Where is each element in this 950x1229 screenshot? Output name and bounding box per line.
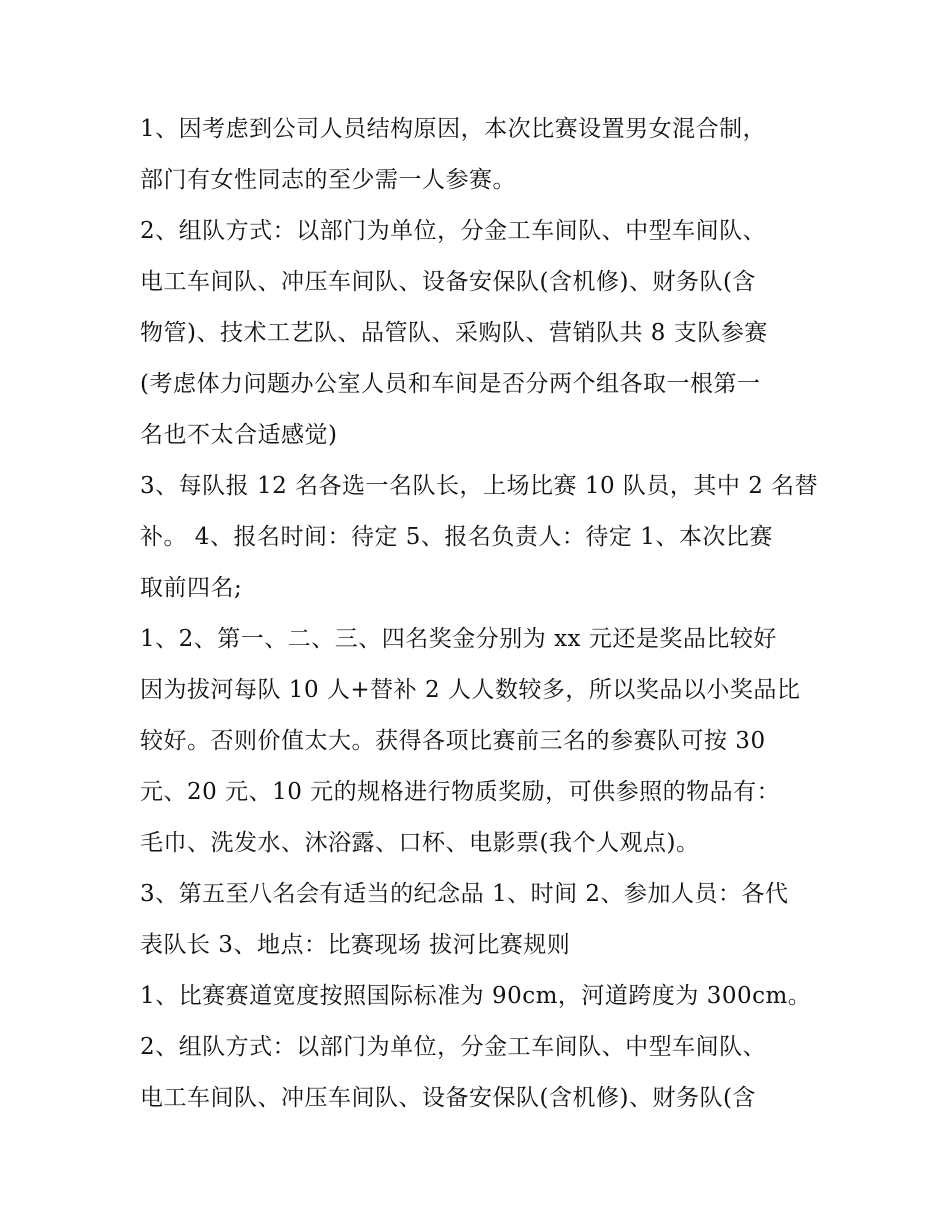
text-line: 电工车间队、冲压车间队、设备安保队(含机修)、财务队(含 [140, 269, 756, 295]
text-line: 补。 4、报名时间：待定 5、报名负责人：待定 1、本次比赛 [140, 524, 773, 550]
text-line: 2、组队方式：以部门为单位，分金工车间队、中型车间队、 [140, 218, 767, 244]
text-line: 取前四名; [140, 575, 243, 601]
text-line: 较好。否则价值太大。获得各项比赛前三名的参赛队可按 30 [140, 728, 766, 754]
text-line: 3、每队报 12 名各选一名队长，上场比赛 10 队员，其中 2 名替 [140, 473, 819, 499]
text-line: (考虑体力问题办公室人员和车间是否分两个组各取一根第一 [140, 371, 761, 397]
text-line: 1、2、第一、二、三、四名奖金分别为 xx 元还是奖品比较好 [140, 626, 777, 652]
text-line: 物管)、技术工艺队、品管队、采购队、营销队共 8 支队参赛 [140, 320, 768, 346]
text-line: 1、比赛赛道宽度按照国际标准为 90cm，河道跨度为 300cm。 [140, 983, 812, 1009]
text-line: 名也不太合适感觉) [140, 422, 338, 448]
text-line: 元、20 元、10 元的规格进行物质奖励，可供参照的物品有： [140, 779, 781, 805]
text-line: 1、因考虑到公司人员结构原因，本次比赛设置男女混合制， [140, 116, 767, 142]
text-line: 表队长 3、地点：比赛现场 拔河比赛规则 [140, 932, 571, 958]
text-line: 3、第五至八名会有适当的纪念品 1、时间 2、参加人员：各代 [140, 881, 789, 907]
text-line: 部门有女性同志的至少需一人参赛。 [140, 167, 516, 193]
document-body [140, 104, 820, 1124]
text-line: 电工车间队、冲压车间队、设备安保队(含机修)、财务队(含 [140, 1085, 756, 1111]
text-line: 2、组队方式：以部门为单位，分金工车间队、中型车间队、 [140, 1034, 767, 1060]
text-line: 因为拔河每队 10 人+替补 2 人人数较多，所以奖品以小奖品比 [140, 677, 801, 703]
text-line: 毛巾、洗发水、沐浴露、口杯、电影票(我个人观点)。 [140, 830, 700, 856]
